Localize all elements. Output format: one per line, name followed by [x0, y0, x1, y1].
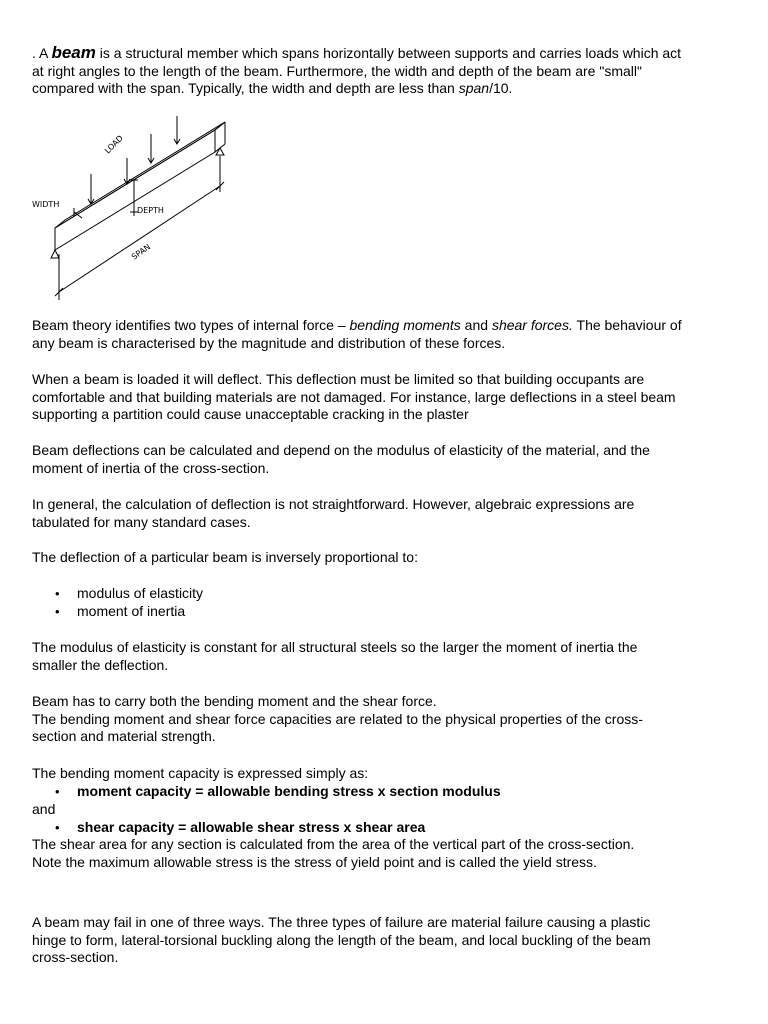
beam-right-end — [215, 122, 225, 130]
intro-line-2: at right angles to the length of the beam. Furthermore, the width and depth of the beam are "small" — [32, 62, 642, 79]
moment-capacity-text: moment capacity = allowable bending stress x section modulus — [77, 783, 501, 799]
general-paragraph — [32, 496, 736, 531]
theory-and: and — [460, 317, 492, 333]
intro-lead: . A — [32, 45, 52, 61]
general-line-1: In general, the calculation of deflection is not straightforward. However, algebraic expressions are — [32, 496, 635, 512]
width-label: WIDTH — [32, 200, 60, 209]
shear-area-paragraph — [32, 836, 736, 871]
load-label: LOAD — [103, 133, 125, 156]
failure-line-1: A beam may fail in one of three ways. The three types of failure are material failure causing a plastic — [32, 914, 651, 930]
span-italic: span — [458, 80, 490, 96]
list-item-modulus-text: modulus of elasticity — [77, 585, 204, 601]
theory-paragraph — [32, 317, 736, 352]
deflection-line-1: When a beam is loaded it will deflect. This deflection must be limited so that building occupants are — [32, 371, 645, 387]
width-dimension-line — [74, 212, 82, 218]
inverse-paragraph: The deflection of a particular beam is inversely proportional to: — [32, 549, 418, 565]
theory-line-1 — [32, 317, 736, 335]
modulus-line-2: smaller the deflection. — [32, 656, 169, 673]
intro-paragraph — [32, 44, 736, 98]
beam-front-face — [55, 130, 215, 250]
failure-line-2: hinge to form, lateral-torsional buckling along the length of the beam, and local buckling of the beam — [32, 931, 651, 948]
intro-line-1 — [32, 44, 736, 63]
beam-diagram — [30, 112, 240, 304]
span-dimension-line — [59, 186, 220, 292]
deflection-paragraph — [32, 371, 736, 424]
theory-tail: The behaviour of — [572, 317, 682, 333]
intro-line-3-b: /10. — [489, 80, 513, 96]
deflection-line-2: comfortable and that building materials are not damaged. For instance, large deflections in a steel beam — [32, 388, 676, 405]
shear-forces-italic: shear forces. — [491, 317, 573, 333]
failure-line-3: cross-section. — [32, 949, 119, 965]
failure-paragraph — [32, 914, 736, 967]
list-item-inertia-text: moment of inertia — [77, 603, 186, 619]
span-label: SPAN — [129, 242, 153, 262]
calculation-paragraph — [32, 442, 736, 477]
carry-line-3: section and material strength. — [32, 728, 216, 744]
shear-area-line-2: Note the maximum allowable stress is the stress of yield point and is called the yield stress. — [32, 853, 597, 870]
calculation-line-1: Beam deflections can be calculated and depend on the modulus of elasticity of the material, and the — [32, 442, 650, 458]
bending-moments-italic: bending moments — [349, 317, 461, 333]
shear-area-line-1: The shear area for any section is calculated from the area of the vertical part of the cross-section. — [32, 836, 635, 852]
intro-line-1-rest: is a structural member which spans horizontally between supports and carries loads which act — [95, 45, 682, 61]
carry-line-2: The bending moment and shear force capacities are related to the physical properties of the cross- — [32, 710, 643, 727]
depth-label: DEPTH — [137, 206, 164, 215]
intro-line-3 — [32, 80, 736, 98]
intro-line-3-a: compared with the span. Typically, the width and depth are less than — [32, 80, 459, 96]
modulus-line-1: The modulus of elasticity is constant for all structural steels so the larger the moment of inertia the — [32, 639, 638, 655]
carry-line-1: Beam has to carry both the bending moment and the shear force. — [32, 693, 437, 709]
left-support — [51, 250, 59, 258]
calculation-line-2: moment of inertia of the cross-section. — [32, 459, 270, 476]
theory-lead: Beam theory identifies two types of internal force – — [32, 317, 350, 333]
theory-line-2: any beam is characterised by the magnitude and distribution of these forces. — [32, 334, 506, 351]
shear-capacity-text: shear capacity = allowable shear stress x shear area — [77, 819, 426, 835]
and-text: and — [32, 801, 56, 817]
capacity-paragraph: The bending moment capacity is expressed simply as: — [32, 765, 369, 781]
general-line-2: tabulated for many standard cases. — [32, 513, 251, 530]
right-support — [216, 148, 224, 155]
deflection-line-3: supporting a partition could cause unacceptable cracking in the plaster — [32, 406, 469, 422]
beam-word: beam — [51, 43, 96, 62]
modulus-paragraph — [32, 639, 736, 674]
carry-paragraph — [32, 693, 736, 746]
